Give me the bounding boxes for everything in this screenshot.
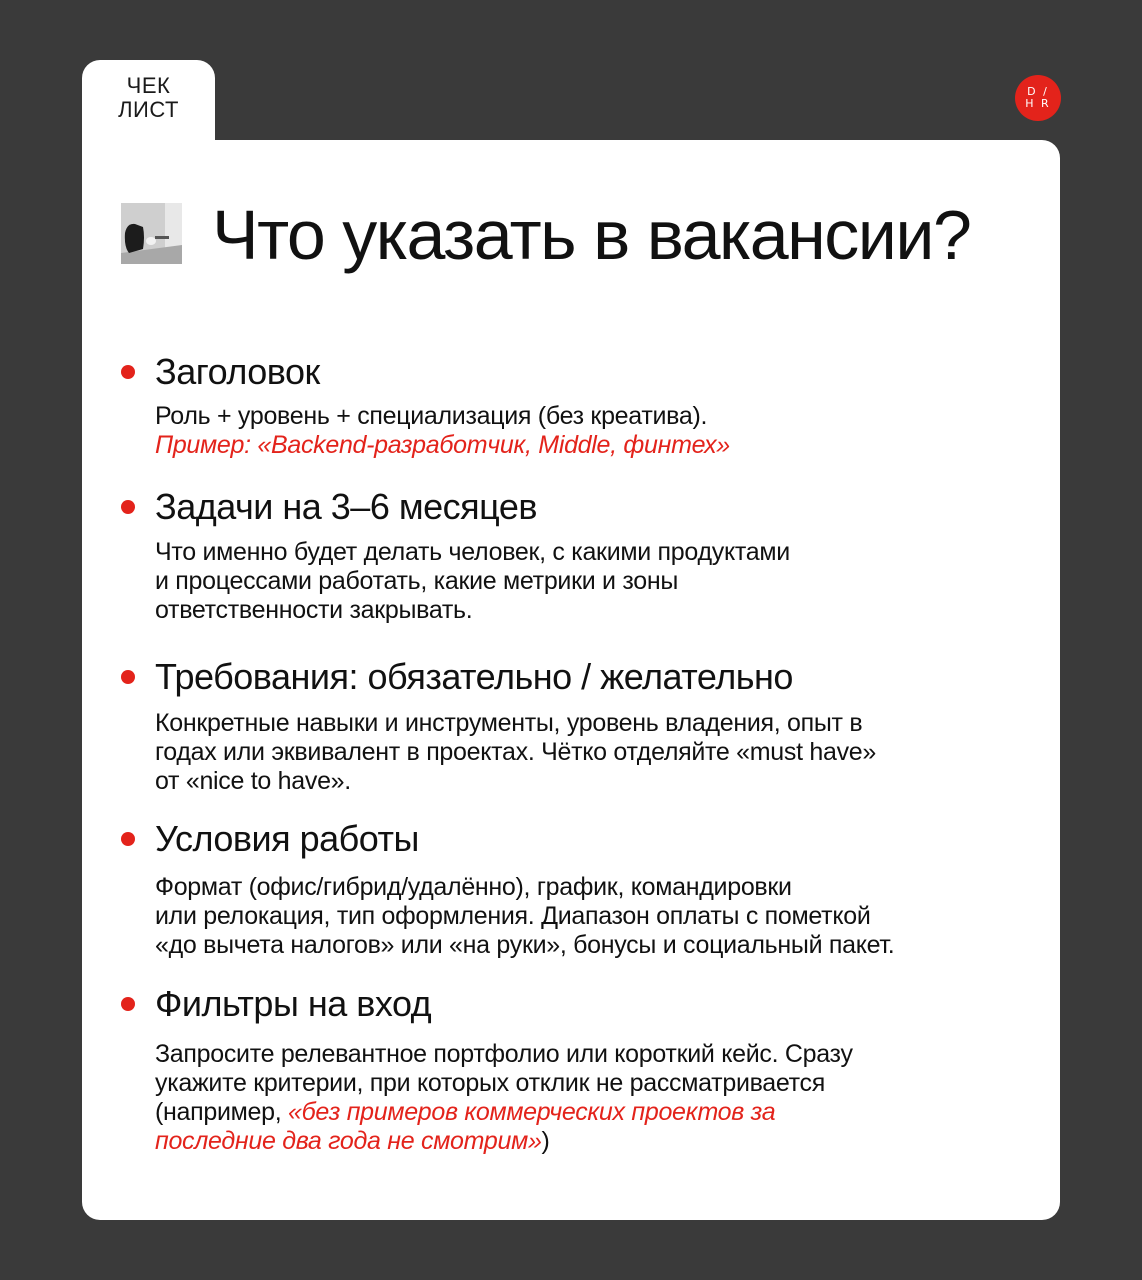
bullet [121,500,135,514]
item-example: «без примеров коммерческих проектов за [288,1098,776,1126]
item-body-line: Конкретные навыки и инструменты, уровень владения, опыт в [155,709,863,737]
item-body [155,538,1015,625]
item-body-closing: ) [541,1127,550,1155]
tab-label-line2: ЛИСТ [118,97,179,122]
logo-line2: H R [1025,97,1051,110]
item-title: Задачи на 3–6 месяцев [155,486,537,527]
item-body-line-mixed [155,1127,1015,1156]
item-body [155,709,1015,796]
checklist-tab-label [82,74,215,122]
item-body-line: или релокация, тип оформления. Диапазон оплаты с пометкой [155,902,871,930]
item-body-line: «до вычета налогов» или «на руки», бонусы и социальный пакет. [155,931,895,959]
item-title: Фильтры на вход [155,983,432,1024]
item-example: Пример: «Backend-разработчик, Middle, финтех» [155,431,730,459]
item-body [155,402,1015,460]
bullet [121,365,135,379]
item-title: Требования: обязательно / желательно [155,656,793,697]
item-body-line: и процессами работать, какие метрики и зоны [155,567,679,595]
item-body-line: Что именно будет делать человек, с какими продуктами [155,538,790,566]
bullet [121,670,135,684]
item-example: последние два года не смотрим» [155,1127,542,1155]
dhr-logo [1015,75,1061,121]
item-title: Условия работы [155,818,419,859]
page-title: Что указать в вакансии? [212,196,971,274]
bullet [121,832,135,846]
office-chair-photo [121,203,182,264]
item-body [155,1040,1015,1156]
item-body-line: укажите критерии, при которых отклик не рассматривается [155,1069,825,1097]
item-body-line: от «nice to have». [155,767,351,795]
item-body-line: ответственности закрывать. [155,596,473,624]
tab-label-line1: ЧЕК [126,73,171,98]
logo-line1: D / [1027,85,1049,98]
bullet [121,997,135,1011]
item-body-line: Формат (офис/гибрид/удалённо), график, командировки [155,873,792,901]
item-body-prefix: (например, [155,1098,289,1126]
item-body-line: Запросите релевантное портфолио или короткий кейс. Сразу [155,1040,853,1068]
item-body-line: Роль + уровень + специализация (без креатива). [155,402,708,430]
item-title: Заголовок [155,351,320,392]
item-body-line-mixed [155,1098,1015,1127]
item-body-line: годах или эквивалент в проектах. Чётко отделяйте «must have» [155,738,876,766]
item-body [155,873,1015,960]
